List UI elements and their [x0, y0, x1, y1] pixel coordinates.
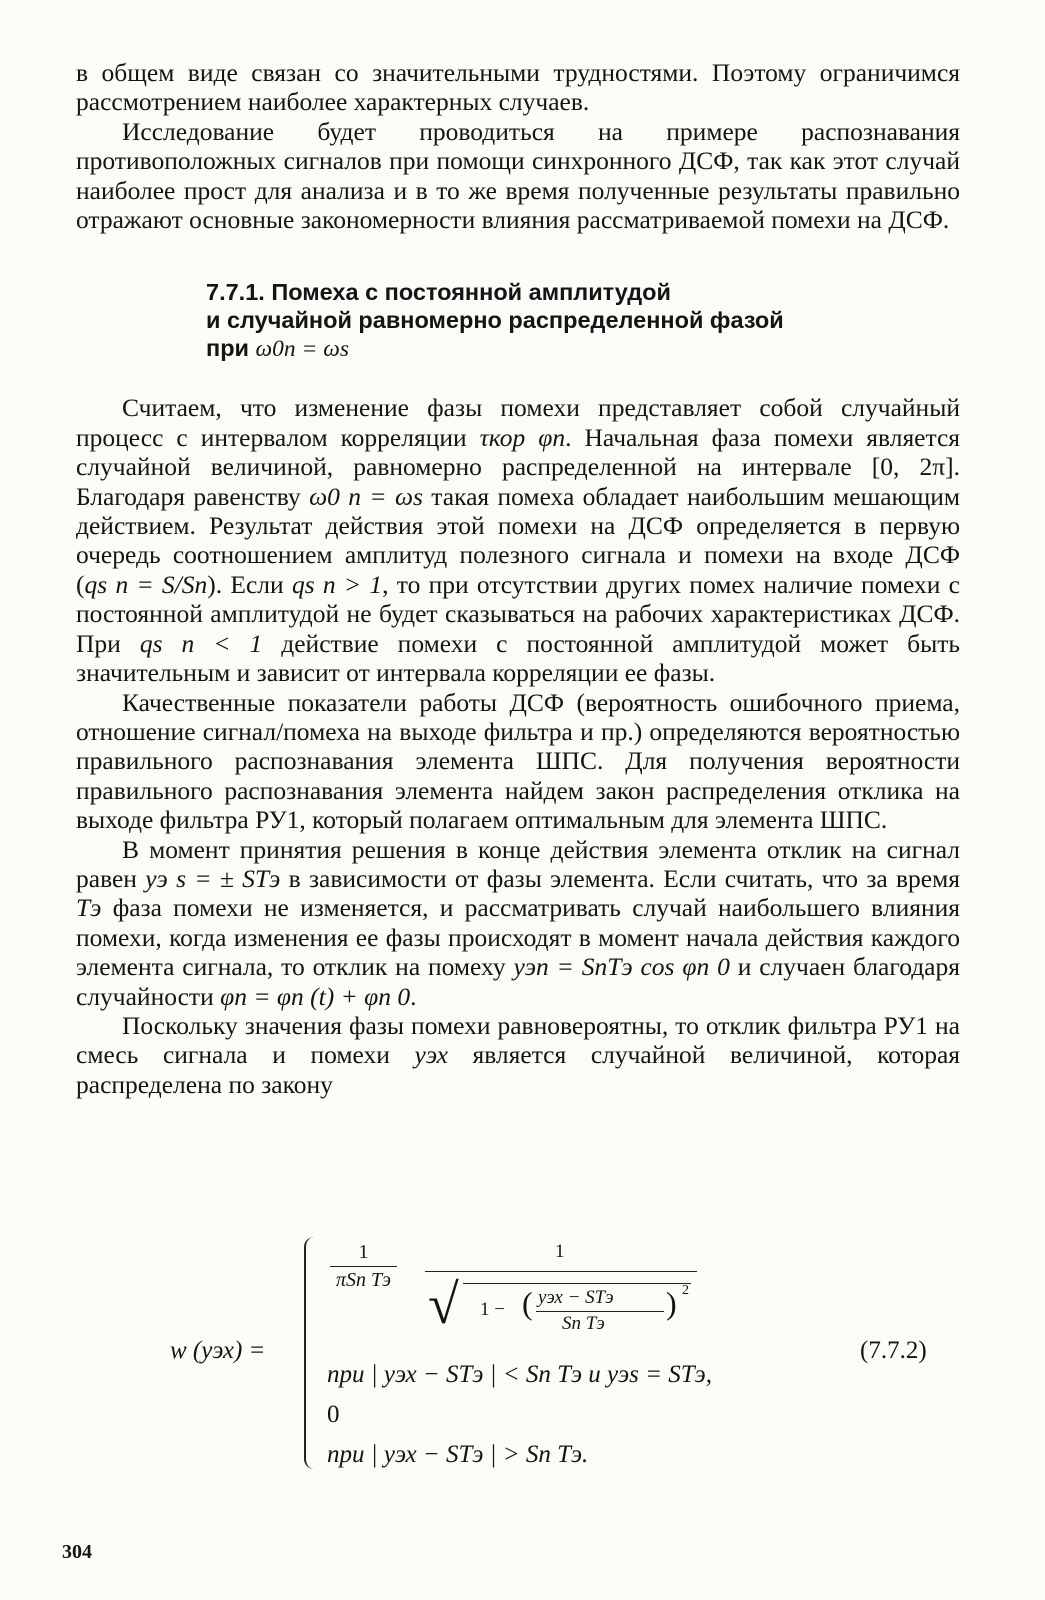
p4-math-y: yэ s = ± STэ: [145, 863, 281, 893]
power-exponent: 2: [682, 1283, 689, 1298]
inner-fraction-bar: [536, 1311, 664, 1312]
fraction-1-denominator: πSn Tэ: [336, 1269, 391, 1291]
p4-text-c: фаза помехи не изменяется, и рассматривать случай наибольшего влияния помехи, когда изменения ее фазы происходят в момент начала действия каждого элемента сигнала, то отклик на помеху: [76, 893, 960, 982]
paragraph-0: в общем виде связан со значительными трудностями. Поэтому ограничимся рассмотрением наиболее характерных случаев.: [76, 58, 960, 117]
formula-brace: [304, 1237, 320, 1469]
formula-7-7-2: [170, 1233, 960, 1483]
right-paren-icon: ): [666, 1285, 677, 1321]
formula-case-3: при | yэх − STэ | > Sn Tэ.: [327, 1441, 589, 1468]
heading-prefix: при: [206, 335, 256, 362]
p4-math-phi: φn = φn (t) + φn 0: [220, 981, 411, 1011]
p2-text-f: действие помехи с постоянной амплитудой может быть значительным и зависит от интервала корреляции ее фазы.: [76, 628, 960, 688]
page-number: 304: [62, 1541, 92, 1563]
paragraph-5: [76, 1011, 960, 1099]
p5-text-b: является случайной величиной, которая распределена по закону: [76, 1040, 960, 1099]
p2-text-c: такая помеха обладает наибольшим мешающим действием. Результат действия этой помехи на ДСФ определяется в первую очередь соотношением амплитуд полезного сигнала и помехи на входе ДСФ (: [76, 481, 961, 599]
p4-text-e: .: [410, 981, 417, 1011]
fraction-2-numerator: 1: [555, 1241, 565, 1262]
equation-number: (7.7.2): [860, 1337, 927, 1364]
p2-text-b: . Начальная фаза помехи является случайной величиной, равномерно распределенной на интервале [0, 2π]. Благодаря равенству: [76, 422, 960, 511]
p4-math-response: yэn = SnTэ cos φn 0: [513, 952, 730, 982]
heading-math: ω0n = ωs: [255, 336, 349, 363]
p5-text-a: Поскольку значения фазы помехи равновероятны, то отклик фильтра РУ1 на смесь сигнала и помехи: [76, 1010, 960, 1070]
formula-case-2: 0: [327, 1401, 340, 1428]
p2-math-tau: τкор φn: [479, 422, 566, 452]
p2-math-qlt: qs n < 1: [139, 628, 263, 658]
formula-lhs: w (yэх) =: [170, 1337, 266, 1364]
inner-denominator: Sn Tэ: [562, 1313, 605, 1334]
p2-math-omega: ω0 n = ωs: [309, 481, 423, 511]
p2-text-e: , то при отсутствии других помех наличие помехи с постоянной амплитудой не будет сказываться на рабочих характеристиках ДСФ. При: [76, 569, 960, 658]
p4-text-b: в зависимости от фазы элемента. Если считать, что за время: [280, 863, 960, 893]
paragraph-2: [76, 393, 960, 687]
formula-case-1: при | yэх − STэ | < Sn Tэ и yэs = STэ,: [327, 1361, 712, 1388]
paragraph-1: Исследование будет проводиться на примере распознавания противоположных сигналов при помощи синхронного ДСФ, так как этот случай наиболее прост для анализа и в то же время полученные результаты правильно отражают основные закономерности влияния рассматриваемой помехи на ДСФ.: [76, 116, 960, 235]
page-body: [76, 58, 960, 1099]
p4-math-t: Tэ: [76, 893, 102, 923]
p4-text-a: В момент принятия решения в конце действия элемента отклик на сигнал равен: [76, 834, 960, 893]
section-heading: [206, 278, 960, 363]
inner-numerator: yэх − STэ: [538, 1287, 614, 1308]
paragraph-3: Качественные показатели работы ДСФ (вероятность ошибочного приема, отношение сигнал/помеха на выходе фильтра и пр.) определяются вероятностью правильного распознавания элемента ШПС. Для получения вероятности правильного распознавания элемента найдем закон распределения отклика на выходе фильтра РУ1, который полагаем оптимальным для элемента ШПС.: [76, 687, 960, 835]
heading-line-3: [206, 334, 960, 363]
fraction-2-bar: [425, 1271, 697, 1272]
p2-text-a: Считаем, что изменение фазы помехи представляет собой случайный процесс с интервалом корреляции: [76, 393, 960, 452]
formula-fraction-1: [330, 1241, 397, 1292]
p2-math-q: qs n = S/Sn: [84, 569, 208, 599]
sqrt-icon: √: [428, 1274, 459, 1336]
left-paren-icon: (: [522, 1285, 533, 1321]
p5-math-y: yэх: [414, 1040, 448, 1070]
fraction-1-numerator: 1: [330, 1241, 397, 1267]
heading-line-1: 7.7.1. Помеха с постоянной амплитудой: [206, 279, 671, 306]
p2-math-qgt: qs n > 1: [291, 569, 383, 599]
heading-line-2: и случайной равномерно распределенной фазой: [206, 307, 784, 334]
p4-text-d: и случаен благодаря случайности: [76, 952, 960, 1011]
sqrt-vinculum: [463, 1283, 691, 1284]
paragraph-4: [76, 835, 960, 1011]
root-one-minus: 1 −: [480, 1299, 505, 1320]
p2-text-d: ). Если: [207, 569, 292, 599]
